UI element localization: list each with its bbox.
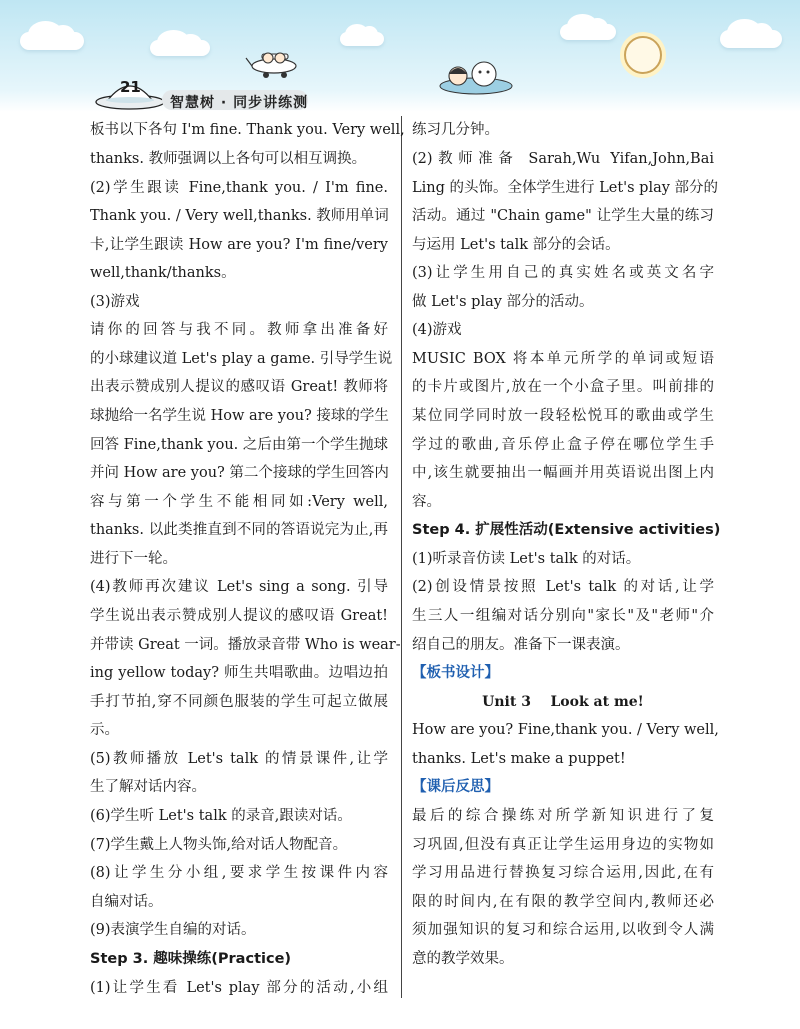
- text-line: 球抛给一名学生说 How are you? 接球的学生: [90, 408, 389, 424]
- text-line: 最后的综合操练对所学新知识进行了复: [412, 808, 714, 824]
- text-line: Thank you. / Very well,thanks. 教师用单词: [90, 208, 389, 224]
- text-line: 卡,让学生跟读 How are you? I'm fine/very: [90, 237, 388, 253]
- text-line: Ling 的头饰。全体学生进行 Let's play 部分的: [412, 180, 719, 196]
- step-heading: Step 3. 趣味操练(Practice): [90, 951, 292, 967]
- text-line: (1)听录音仿读 Let's talk 的对话。: [412, 551, 641, 567]
- series-title: 智慧树 · 同步讲练测: [170, 95, 309, 111]
- text-line: 并带读 Great 一词。播放录音带 Who is wear-: [90, 637, 401, 653]
- text-line: 自编对话。: [90, 894, 163, 910]
- text-line: (2)创设情景按照 Let's talk 的对话,让学: [412, 579, 714, 595]
- text-line: How are you? Fine,thank you. / Very well,: [412, 722, 719, 738]
- text-line: MUSIC BOX 将本单元所学的单词或短语: [412, 351, 714, 367]
- text-line: 限的时间内,在有限的教学空间内,教师还必: [412, 894, 714, 910]
- text-line: 回答 Fine,thank you. 之后由第一个学生抛球: [90, 437, 388, 453]
- text-line: well,thank/thanks。: [90, 265, 236, 281]
- text-line: 绍自己的朋友。准备下一课表演。: [412, 637, 630, 653]
- section-tag-reflection: 【课后反思】: [412, 779, 499, 795]
- text-line: thanks. 以此类推直到不同的答语说完为止,再: [90, 522, 388, 538]
- cloud-decoration: [150, 40, 210, 56]
- text-line: 示。: [90, 722, 119, 738]
- text-line: 生了解对话内容。: [90, 779, 206, 795]
- text-line: (8)让学生分小组,要求学生按课件内容: [90, 865, 388, 881]
- text-line: 的小球建议道 Let's play a game. 引导学生说: [90, 351, 393, 367]
- cloud-decoration: [720, 30, 782, 48]
- step-heading: Step 4. 扩展性活动(Extensive activities): [412, 522, 721, 538]
- text-line: thanks. 教师强调以上各句可以相互调换。: [90, 151, 367, 167]
- text-line: 学过的歌曲,音乐停止盒子停在哪位学生手: [412, 437, 714, 453]
- text-line: (7)学生戴上人物头饰,给对话人物配音。: [90, 837, 348, 853]
- text-line: 请你的回答与我不同。教师拿出准备好: [90, 322, 388, 338]
- text-line: 出表示赞成别人提议的感叹语 Great! 教师将: [90, 379, 388, 395]
- text-line: 容与第一个学生不能相同如:Very well,: [90, 494, 388, 510]
- text-line: 生三人一组编对话分别向"家长"及"老师"介: [412, 608, 714, 624]
- text-line: (2)学生跟读 Fine,thank you. / I'm fine.: [90, 180, 388, 196]
- board-unit-title: Unit 3 Look at me!: [482, 694, 644, 710]
- text-line: ing yellow today? 师生共唱歌曲。边唱边拍: [90, 665, 388, 681]
- text-line: 习巩固,但没有真正让学生运用身边的实物如: [412, 837, 714, 853]
- text-line: (5)教师播放 Let's talk 的情景课件,让学: [90, 751, 388, 767]
- text-line: (4)教师再次建议 Let's sing a song. 引导: [90, 579, 388, 595]
- text-line: 中,该生就要抽出一幅画并用英语说出图上内: [412, 465, 714, 481]
- text-line: 并问 How are you? 第二个接球的学生回答内: [90, 465, 389, 481]
- text-line: 做 Let's play 部分的活动。: [412, 294, 594, 310]
- text-line: 须加强知识的复习和综合运用,以收到令人满: [412, 922, 714, 938]
- text-line: 与运用 Let's talk 部分的会话。: [412, 237, 620, 253]
- text-line: (1)让学生看 Let's play 部分的活动,小组: [90, 980, 388, 996]
- text-line: 意的教学效果。: [412, 951, 514, 967]
- text-line: 的卡片或图片,放在一个小盒子里。叫前排的: [412, 379, 714, 395]
- text-line: (4)游戏: [412, 322, 462, 338]
- text-line: 容。: [412, 494, 441, 510]
- cloud-decoration: [560, 24, 616, 40]
- text-line: 练习几分钟。: [412, 122, 499, 138]
- text-line: 手打节拍,穿不同颜色服装的学生可起立做展: [90, 694, 388, 710]
- page-number: 21: [120, 78, 141, 96]
- sun-icon: [624, 36, 662, 74]
- text-line: 进行下一轮。: [90, 551, 177, 567]
- text-line: thanks. Let's make a puppet!: [412, 751, 626, 767]
- section-tag-board-design: 【板书设计】: [412, 665, 499, 681]
- flying-kids-illustration: [436, 56, 516, 96]
- text-line: 某位同学同时放一段轻松悦耳的歌曲或学生: [412, 408, 714, 424]
- column-divider: [401, 116, 402, 998]
- text-line: (2)教师准备 Sarah,Wu Yifan,John,Bai: [412, 151, 714, 167]
- text-line: (9)表演学生自编的对话。: [90, 922, 256, 938]
- text-line: 板书以下各句 I'm fine. Thank you. Very well,: [90, 122, 405, 138]
- text-line: (6)学生听 Let's talk 的录音,跟读对话。: [90, 808, 352, 824]
- text-line: 学生说出表示赞成别人提议的感叹语 Great!: [90, 608, 388, 624]
- cloud-decoration: [340, 32, 384, 46]
- text-line: (3)游戏: [90, 294, 140, 310]
- text-line: 学习用品进行替换复习综合运用,因此,在有: [412, 865, 714, 881]
- cloud-decoration: [20, 32, 84, 50]
- text-line: (3)让学生用自己的真实姓名或英文名字: [412, 265, 714, 281]
- text-line: 活动。通过 "Chain game" 让学生大量的练习: [412, 208, 714, 224]
